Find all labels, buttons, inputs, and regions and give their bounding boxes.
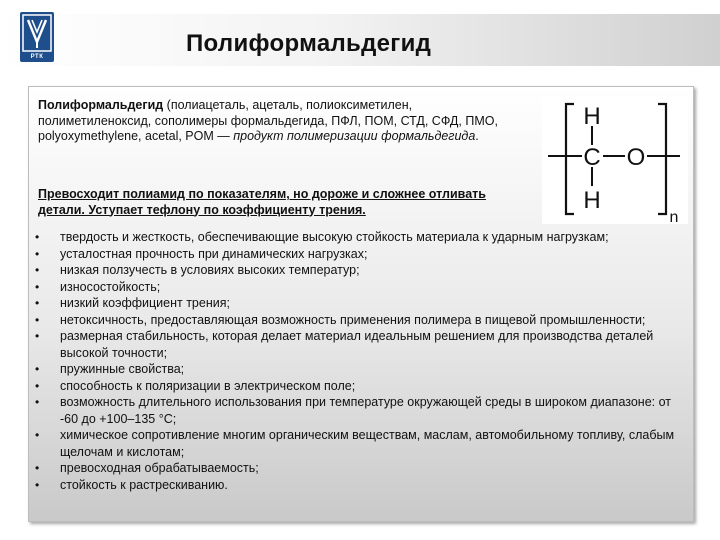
bullet-icon: • bbox=[35, 428, 40, 442]
emblem-icon bbox=[20, 12, 54, 54]
bullet-icon: • bbox=[35, 378, 40, 393]
list-item-text: размерная стабильность, которая делает материал идеальным решением для производства деталей высокой точности; bbox=[60, 329, 654, 360]
bracket-left bbox=[566, 104, 574, 214]
list-item bbox=[32, 295, 682, 312]
list-item bbox=[32, 460, 682, 477]
properties-list bbox=[32, 229, 682, 493]
bullet-icon: • bbox=[35, 296, 40, 310]
intro-end: . bbox=[475, 129, 479, 143]
bullet-icon: • bbox=[35, 477, 40, 492]
logo-text: РТК bbox=[30, 54, 44, 60]
bullet-icon: • bbox=[35, 329, 40, 343]
repeat-subscript: n bbox=[669, 209, 679, 224]
list-item bbox=[32, 328, 682, 361]
bullet-icon: • bbox=[35, 263, 40, 277]
intro-origin: продукт полимеризации формальдегида bbox=[233, 129, 476, 143]
page-title: Полиформальдегид bbox=[186, 30, 432, 57]
list-item bbox=[32, 427, 682, 460]
atom-o: O bbox=[626, 144, 646, 171]
bullet-icon: • bbox=[35, 362, 40, 376]
list-item bbox=[32, 477, 682, 494]
bracket-right bbox=[658, 104, 666, 214]
list-item-text: нетоксичность, предоставляющая возможность применения полимера в пищевой промышленности; bbox=[60, 312, 646, 327]
intro-synonyms: (полиацеталь, ацеталь, полиоксиметилен, полиметиленоксид, сополимеры формальдегида, ПФЛ, ПОМ, СТД, СФД, ПМО, polyoxymethylene, acetal, POM — bbox=[38, 98, 498, 143]
list-item-text: возможность длительного использования при температуре окружающей среды в широком диапазоне: от -60 до +100–135 °С; bbox=[60, 395, 672, 426]
intro-paragraph bbox=[38, 98, 528, 145]
structural-formula bbox=[542, 96, 688, 224]
bullet-icon: • bbox=[35, 246, 40, 261]
list-item-text: способность к поляризации в электрическом поле; bbox=[60, 378, 356, 393]
list-item-text: усталостная прочность при динамических нагрузках; bbox=[60, 246, 368, 261]
list-item-text: пружинные свойства; bbox=[60, 362, 185, 376]
list-item-text: твердость и жесткость, обеспечивающие высокую стойкость материала к ударным нагрузкам; bbox=[60, 230, 609, 244]
summary-statement: Превосходит полиамид по показателям, но дороже и сложнее отливать детали. Уступает тефлону по коэффициенту трения. bbox=[38, 187, 486, 217]
logo bbox=[20, 12, 54, 62]
atom-h-top: H bbox=[583, 103, 601, 130]
intro-term: Полиформальдегид bbox=[38, 98, 164, 112]
atom-c: C bbox=[583, 144, 601, 171]
list-item-text: превосходная обрабатываемость; bbox=[60, 461, 259, 475]
atom-h-bottom: H bbox=[583, 187, 601, 214]
list-item bbox=[32, 394, 682, 427]
list-item-text: низкая ползучесть в условиях высоких температур; bbox=[60, 263, 360, 277]
list-item bbox=[32, 312, 682, 329]
bullet-icon: • bbox=[35, 461, 40, 475]
list-item-text: химическое сопротивление многим органическим веществам, маслам, автомобильному топливу, слабым щелочам и кислотам; bbox=[60, 428, 675, 459]
list-item bbox=[32, 246, 682, 263]
bullet-icon: • bbox=[35, 312, 40, 327]
list-item-text: стойкость к растрескиванию. bbox=[60, 477, 228, 492]
bullet-icon: • bbox=[35, 279, 40, 294]
list-item bbox=[32, 229, 682, 246]
list-item bbox=[32, 378, 682, 395]
list-item bbox=[32, 279, 682, 296]
bullet-icon: • bbox=[35, 230, 40, 244]
list-item bbox=[32, 361, 682, 378]
list-item bbox=[32, 262, 682, 279]
bullet-icon: • bbox=[35, 395, 40, 409]
list-item-text: износостойкость; bbox=[60, 279, 161, 294]
list-item-text: низкий коэффициент трения; bbox=[60, 296, 230, 310]
